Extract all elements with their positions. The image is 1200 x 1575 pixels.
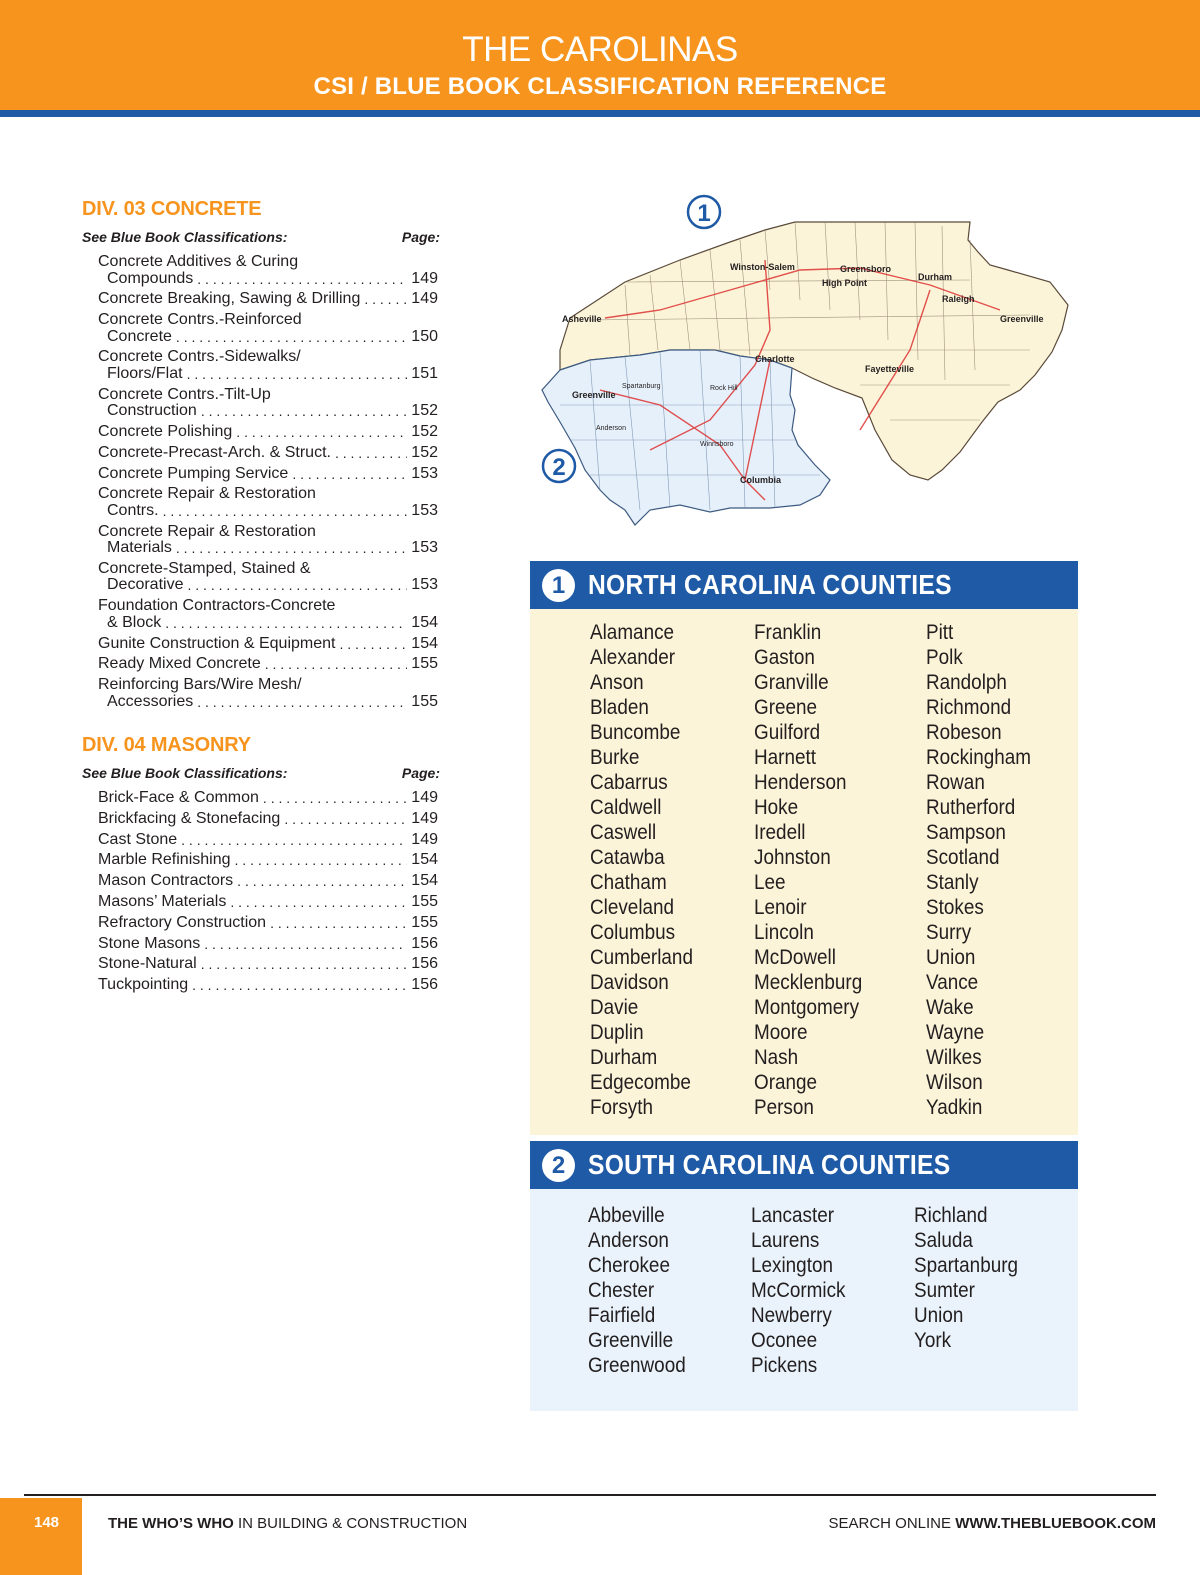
city-label: Greensboro <box>840 264 892 274</box>
classification-item <box>98 956 438 973</box>
county-name: Lancaster <box>751 1204 835 1227</box>
classification-name: Materials <box>107 539 172 557</box>
county-name: Franklin <box>754 621 822 644</box>
sc-counties-title: SOUTH CAROLINA COUNTIES <box>588 1149 951 1180</box>
classification-name: Concrete Contrs.-Tilt-Up <box>98 385 271 403</box>
dot-leader <box>284 811 407 828</box>
classification-name: Concrete Repair & Restoration <box>98 485 316 503</box>
classification-item <box>98 832 438 849</box>
county-name: Henderson <box>754 771 847 794</box>
county-name: Wilkes <box>926 1046 982 1069</box>
city-label: Greenville <box>572 390 616 400</box>
county-name: Lincoln <box>754 921 814 944</box>
masonry-subheading <box>82 765 440 781</box>
classification-name: Concrete Repair & Restoration <box>98 522 316 540</box>
page-number: 150 <box>411 327 438 345</box>
dot-leader <box>197 271 407 288</box>
page-number: 149 <box>411 290 438 308</box>
page-number: 154 <box>411 634 438 652</box>
classification-name: Concrete Pumping Service <box>98 464 289 482</box>
classification-item <box>98 312 438 345</box>
dot-leader <box>237 873 407 890</box>
county-name: Rutherford <box>926 796 1016 819</box>
classification-name: Construction <box>107 402 197 420</box>
county-name: Durham <box>590 1046 658 1069</box>
classification-name: Concrete-Stamped, Stained & <box>98 559 311 577</box>
classification-name: Concrete Contrs.-Reinforced <box>98 311 302 329</box>
page-number: 155 <box>411 655 438 673</box>
county-name: Person <box>754 1096 814 1119</box>
dot-leader <box>292 466 407 483</box>
dot-leader <box>235 852 408 869</box>
page-number: 151 <box>411 364 438 382</box>
classifications-label: See Blue Book Classifications: <box>82 765 288 781</box>
classification-item <box>98 936 438 953</box>
page-number: 149 <box>411 830 438 848</box>
county-name: Edgecombe <box>590 1071 691 1094</box>
classification-item <box>98 873 438 890</box>
classification-name: Floors/Flat <box>107 364 183 382</box>
header-divider <box>0 110 1200 117</box>
concrete-classification-list <box>98 254 438 714</box>
county-name: Pitt <box>926 621 954 644</box>
city-label: Anderson <box>596 425 626 432</box>
page-number: 152 <box>411 402 438 420</box>
classification-name: Concrete-Precast-Arch. & Struct. <box>98 443 331 461</box>
county-name: Polk <box>926 646 963 669</box>
nc-counties-title: NORTH CAROLINA COUNTIES <box>588 569 952 600</box>
classification-name: Reinforcing Bars/Wire Mesh/ <box>98 676 302 694</box>
classification-item <box>98 254 438 287</box>
classification-item <box>98 349 438 382</box>
page-number: 155 <box>411 913 438 931</box>
dot-leader <box>197 694 407 711</box>
dot-leader <box>335 445 407 462</box>
county-name: Buncombe <box>590 721 681 744</box>
classification-name: Stone Masons <box>98 934 201 952</box>
county-name: Vance <box>926 971 979 994</box>
page-number: 149 <box>411 809 438 827</box>
classification-name: Foundation Contractors-Concrete <box>98 597 336 615</box>
county-name: Randolph <box>926 671 1007 694</box>
county-name: McCormick <box>751 1279 846 1302</box>
county-name: Union <box>926 946 976 969</box>
county-name: Iredell <box>754 821 806 844</box>
city-label: Raleigh <box>942 294 975 304</box>
county-name: Anderson <box>588 1229 669 1252</box>
classification-name: Brickfacing & Stonefacing <box>98 809 281 827</box>
classification-name: Tuckpointing <box>98 976 189 994</box>
county-name: Surry <box>926 921 972 944</box>
county-name: Forsyth <box>590 1096 654 1119</box>
classification-name: Concrete Additives & Curing <box>98 253 299 270</box>
classification-name: Concrete Breaking, Sawing & Drilling <box>98 290 361 308</box>
county-name: Yadkin <box>926 1096 983 1119</box>
county-column <box>751 1203 846 1378</box>
sc-number-badge: 2 <box>542 1149 575 1182</box>
footer-divider <box>24 1494 1156 1496</box>
county-name: Chester <box>588 1279 655 1302</box>
page-number: 153 <box>411 501 438 519</box>
masonry-classification-list <box>98 790 438 998</box>
classification-item <box>98 598 438 631</box>
classification-item <box>98 524 438 557</box>
county-name: Rockingham <box>926 746 1032 769</box>
dot-leader <box>339 636 407 653</box>
county-name: Stokes <box>926 896 984 919</box>
page-title: THE CAROLINAS <box>462 30 738 69</box>
county-name: Columbus <box>590 921 676 944</box>
page-number: 156 <box>411 934 438 952</box>
concrete-subheading <box>82 229 440 245</box>
city-label: Rock Hill <box>710 385 738 392</box>
classification-name: Refractory Construction <box>98 913 267 931</box>
dot-leader <box>236 424 407 441</box>
county-name: Oconee <box>751 1329 818 1352</box>
county-name: Caldwell <box>590 796 662 819</box>
city-label: Columbia <box>740 475 782 485</box>
county-name: Mecklenburg <box>754 971 863 994</box>
masonry-heading: DIV. 04 MASONRY <box>82 734 251 756</box>
county-name: Alamance <box>590 621 675 644</box>
county-name: Harnett <box>754 746 816 769</box>
county-name: Sumter <box>914 1279 975 1302</box>
county-name: Gaston <box>754 646 815 669</box>
county-name: Abbeville <box>588 1204 665 1227</box>
dot-leader <box>201 956 408 973</box>
classification-name: Cast Stone <box>98 830 178 848</box>
city-label: Fayetteville <box>865 364 915 374</box>
page-number: 155 <box>411 892 438 910</box>
city-label: Charlotte <box>755 354 795 364</box>
dot-leader <box>265 656 408 673</box>
county-name: Chatham <box>590 871 667 894</box>
page-column-label: Page: <box>401 229 440 245</box>
page-number: 156 <box>411 976 438 994</box>
city-label: Greenville <box>1000 314 1044 324</box>
page-number: 154 <box>411 872 438 890</box>
classification-item <box>98 445 438 462</box>
classification-name: Contrs. <box>107 501 159 519</box>
county-name: Union <box>914 1304 964 1327</box>
classification-item <box>98 852 438 869</box>
county-name: Guilford <box>754 721 821 744</box>
county-name: Richmond <box>926 696 1012 719</box>
county-name: Stanly <box>926 871 979 894</box>
classification-item <box>98 561 438 594</box>
page-number: 149 <box>411 789 438 806</box>
page-number: 154 <box>411 851 438 869</box>
dot-leader <box>165 615 407 632</box>
county-name: Nash <box>754 1046 799 1069</box>
publication-name: THE WHO’S WHO <box>108 1515 234 1532</box>
county-name: Cleveland <box>590 896 675 919</box>
dot-leader <box>163 503 408 520</box>
county-name: Scotland <box>926 846 1000 869</box>
page-number: 153 <box>411 539 438 557</box>
page-number-box <box>0 1498 82 1575</box>
classification-name: Mason Contractors <box>98 872 234 890</box>
svg-text:2: 2 <box>552 454 566 481</box>
dot-leader <box>364 291 407 308</box>
county-name: Wilson <box>926 1071 983 1094</box>
dot-leader <box>187 577 407 594</box>
county-name: Rowan <box>926 771 985 794</box>
dot-leader <box>263 790 407 807</box>
sc-counties-list <box>530 1189 1078 1411</box>
county-name: Newberry <box>751 1304 832 1327</box>
city-label: Spartanburg <box>622 383 661 390</box>
page-number: 155 <box>411 692 438 710</box>
county-name: Orange <box>754 1071 818 1094</box>
website-link[interactable]: WWW.THEBLUEBOOK.COM <box>955 1515 1156 1532</box>
classification-name: Ready Mixed Concrete <box>98 655 261 673</box>
page-header <box>0 0 1200 110</box>
classification-item <box>98 977 438 994</box>
nc-counties-list <box>530 609 1078 1135</box>
county-name: Moore <box>754 1021 808 1044</box>
county-name: Montgomery <box>754 996 860 1019</box>
nc-number-badge: 1 <box>542 569 575 602</box>
county-name: Cherokee <box>588 1254 670 1277</box>
county-name: Fairfield <box>588 1304 656 1327</box>
classification-name: Stone-Natural <box>98 955 197 973</box>
footer-search <box>828 1515 1156 1532</box>
city-label: Winnsboro <box>700 441 734 448</box>
classification-item <box>98 636 438 653</box>
classification-item <box>98 424 438 441</box>
county-name: Granville <box>754 671 829 694</box>
map-marker-1 <box>688 196 720 228</box>
classification-name: Gunite Construction & Equipment <box>98 634 336 652</box>
dot-leader <box>181 832 407 849</box>
classification-item <box>98 894 438 911</box>
county-name: Davie <box>590 996 639 1019</box>
county-name: Alexander <box>590 646 676 669</box>
carolinas-county-map <box>530 190 1080 535</box>
page-column-label: Page: <box>401 765 440 781</box>
dot-leader <box>201 403 407 420</box>
dot-leader <box>176 540 407 557</box>
county-name: Lexington <box>751 1254 833 1277</box>
city-label: Asheville <box>562 314 602 324</box>
county-name: Hoke <box>754 796 799 819</box>
page-number: 154 <box>411 613 438 631</box>
page-number: 152 <box>411 443 438 461</box>
county-column <box>754 620 862 1120</box>
search-prefix: SEARCH ONLINE <box>828 1515 956 1532</box>
dot-leader <box>270 915 407 932</box>
classification-item <box>98 915 438 932</box>
map-marker-2 <box>543 450 575 482</box>
county-name: Pickens <box>751 1354 818 1377</box>
county-name: Cumberland <box>590 946 693 969</box>
classification-item <box>98 466 438 483</box>
city-label: Durham <box>918 272 953 282</box>
dot-leader <box>176 329 407 346</box>
county-name: York <box>914 1329 952 1352</box>
county-name: Caswell <box>590 821 657 844</box>
classification-name: Decorative <box>107 576 184 594</box>
classification-name: Compounds <box>107 269 194 287</box>
page-number: 148 <box>34 1514 60 1531</box>
county-name: Duplin <box>590 1021 644 1044</box>
dot-leader <box>230 894 407 911</box>
svg-text:1: 1 <box>697 200 711 227</box>
south-carolina-shape <box>542 350 830 525</box>
county-name: Greenwood <box>588 1354 686 1377</box>
county-name: Lenoir <box>754 896 807 919</box>
county-name: Laurens <box>751 1229 820 1252</box>
page-number: 156 <box>411 955 438 973</box>
county-column <box>914 1203 1018 1353</box>
county-name: Bladen <box>590 696 649 719</box>
county-name: Spartanburg <box>914 1254 1019 1277</box>
classification-name: Marble Refinishing <box>98 851 231 869</box>
classification-item <box>98 656 438 673</box>
classifications-label: See Blue Book Classifications: <box>82 229 288 245</box>
classification-name: Brick-Face & Common <box>98 789 259 806</box>
classification-item <box>98 811 438 828</box>
concrete-heading: DIV. 03 CONCRETE <box>82 198 262 220</box>
classification-item <box>98 291 438 308</box>
classification-name: Concrete <box>107 327 172 345</box>
county-name: Burke <box>590 746 640 769</box>
sc-counties-header <box>530 1141 1078 1189</box>
county-name: McDowell <box>754 946 836 969</box>
classification-item <box>98 790 438 807</box>
classification-name: Masons’ Materials <box>98 892 227 910</box>
classification-item <box>98 677 438 710</box>
county-name: Richland <box>914 1204 988 1227</box>
county-column <box>926 620 1031 1120</box>
dot-leader <box>192 977 407 994</box>
county-name: Johnston <box>754 846 831 869</box>
classification-name: & Block <box>107 613 162 631</box>
county-name: Robeson <box>926 721 1002 744</box>
county-name: Wake <box>926 996 974 1019</box>
county-name: Saluda <box>914 1229 973 1252</box>
page-number: 153 <box>411 464 438 482</box>
county-name: Lee <box>754 871 786 894</box>
county-name: Anson <box>590 671 644 694</box>
city-label: High Point <box>822 278 867 288</box>
page-number: 152 <box>411 422 438 440</box>
county-name: Sampson <box>926 821 1006 844</box>
nc-counties-header <box>530 561 1078 609</box>
classification-name: Accessories <box>107 692 194 710</box>
page-number: 153 <box>411 576 438 594</box>
classification-item <box>98 486 438 519</box>
classification-item <box>98 387 438 420</box>
dot-leader <box>187 366 408 383</box>
county-name: Cabarrus <box>590 771 668 794</box>
county-name: Greenville <box>588 1329 674 1352</box>
county-name: Greene <box>754 696 818 719</box>
footer-publication <box>108 1515 467 1532</box>
page-number: 149 <box>411 269 438 287</box>
county-column <box>588 1203 686 1378</box>
county-name: Catawba <box>590 846 665 869</box>
classification-name: Concrete Polishing <box>98 422 233 440</box>
city-label: Winston-Salem <box>730 262 795 272</box>
county-name: Davidson <box>590 971 669 994</box>
classification-name: Concrete Contrs.-Sidewalks/ <box>98 348 301 366</box>
page-subtitle: CSI / BLUE BOOK CLASSIFICATION REFERENCE <box>313 73 887 100</box>
county-name: Wayne <box>926 1021 985 1044</box>
county-column <box>590 620 693 1120</box>
publication-tagline: IN BUILDING & CONSTRUCTION <box>233 1515 468 1532</box>
dot-leader <box>204 936 407 953</box>
